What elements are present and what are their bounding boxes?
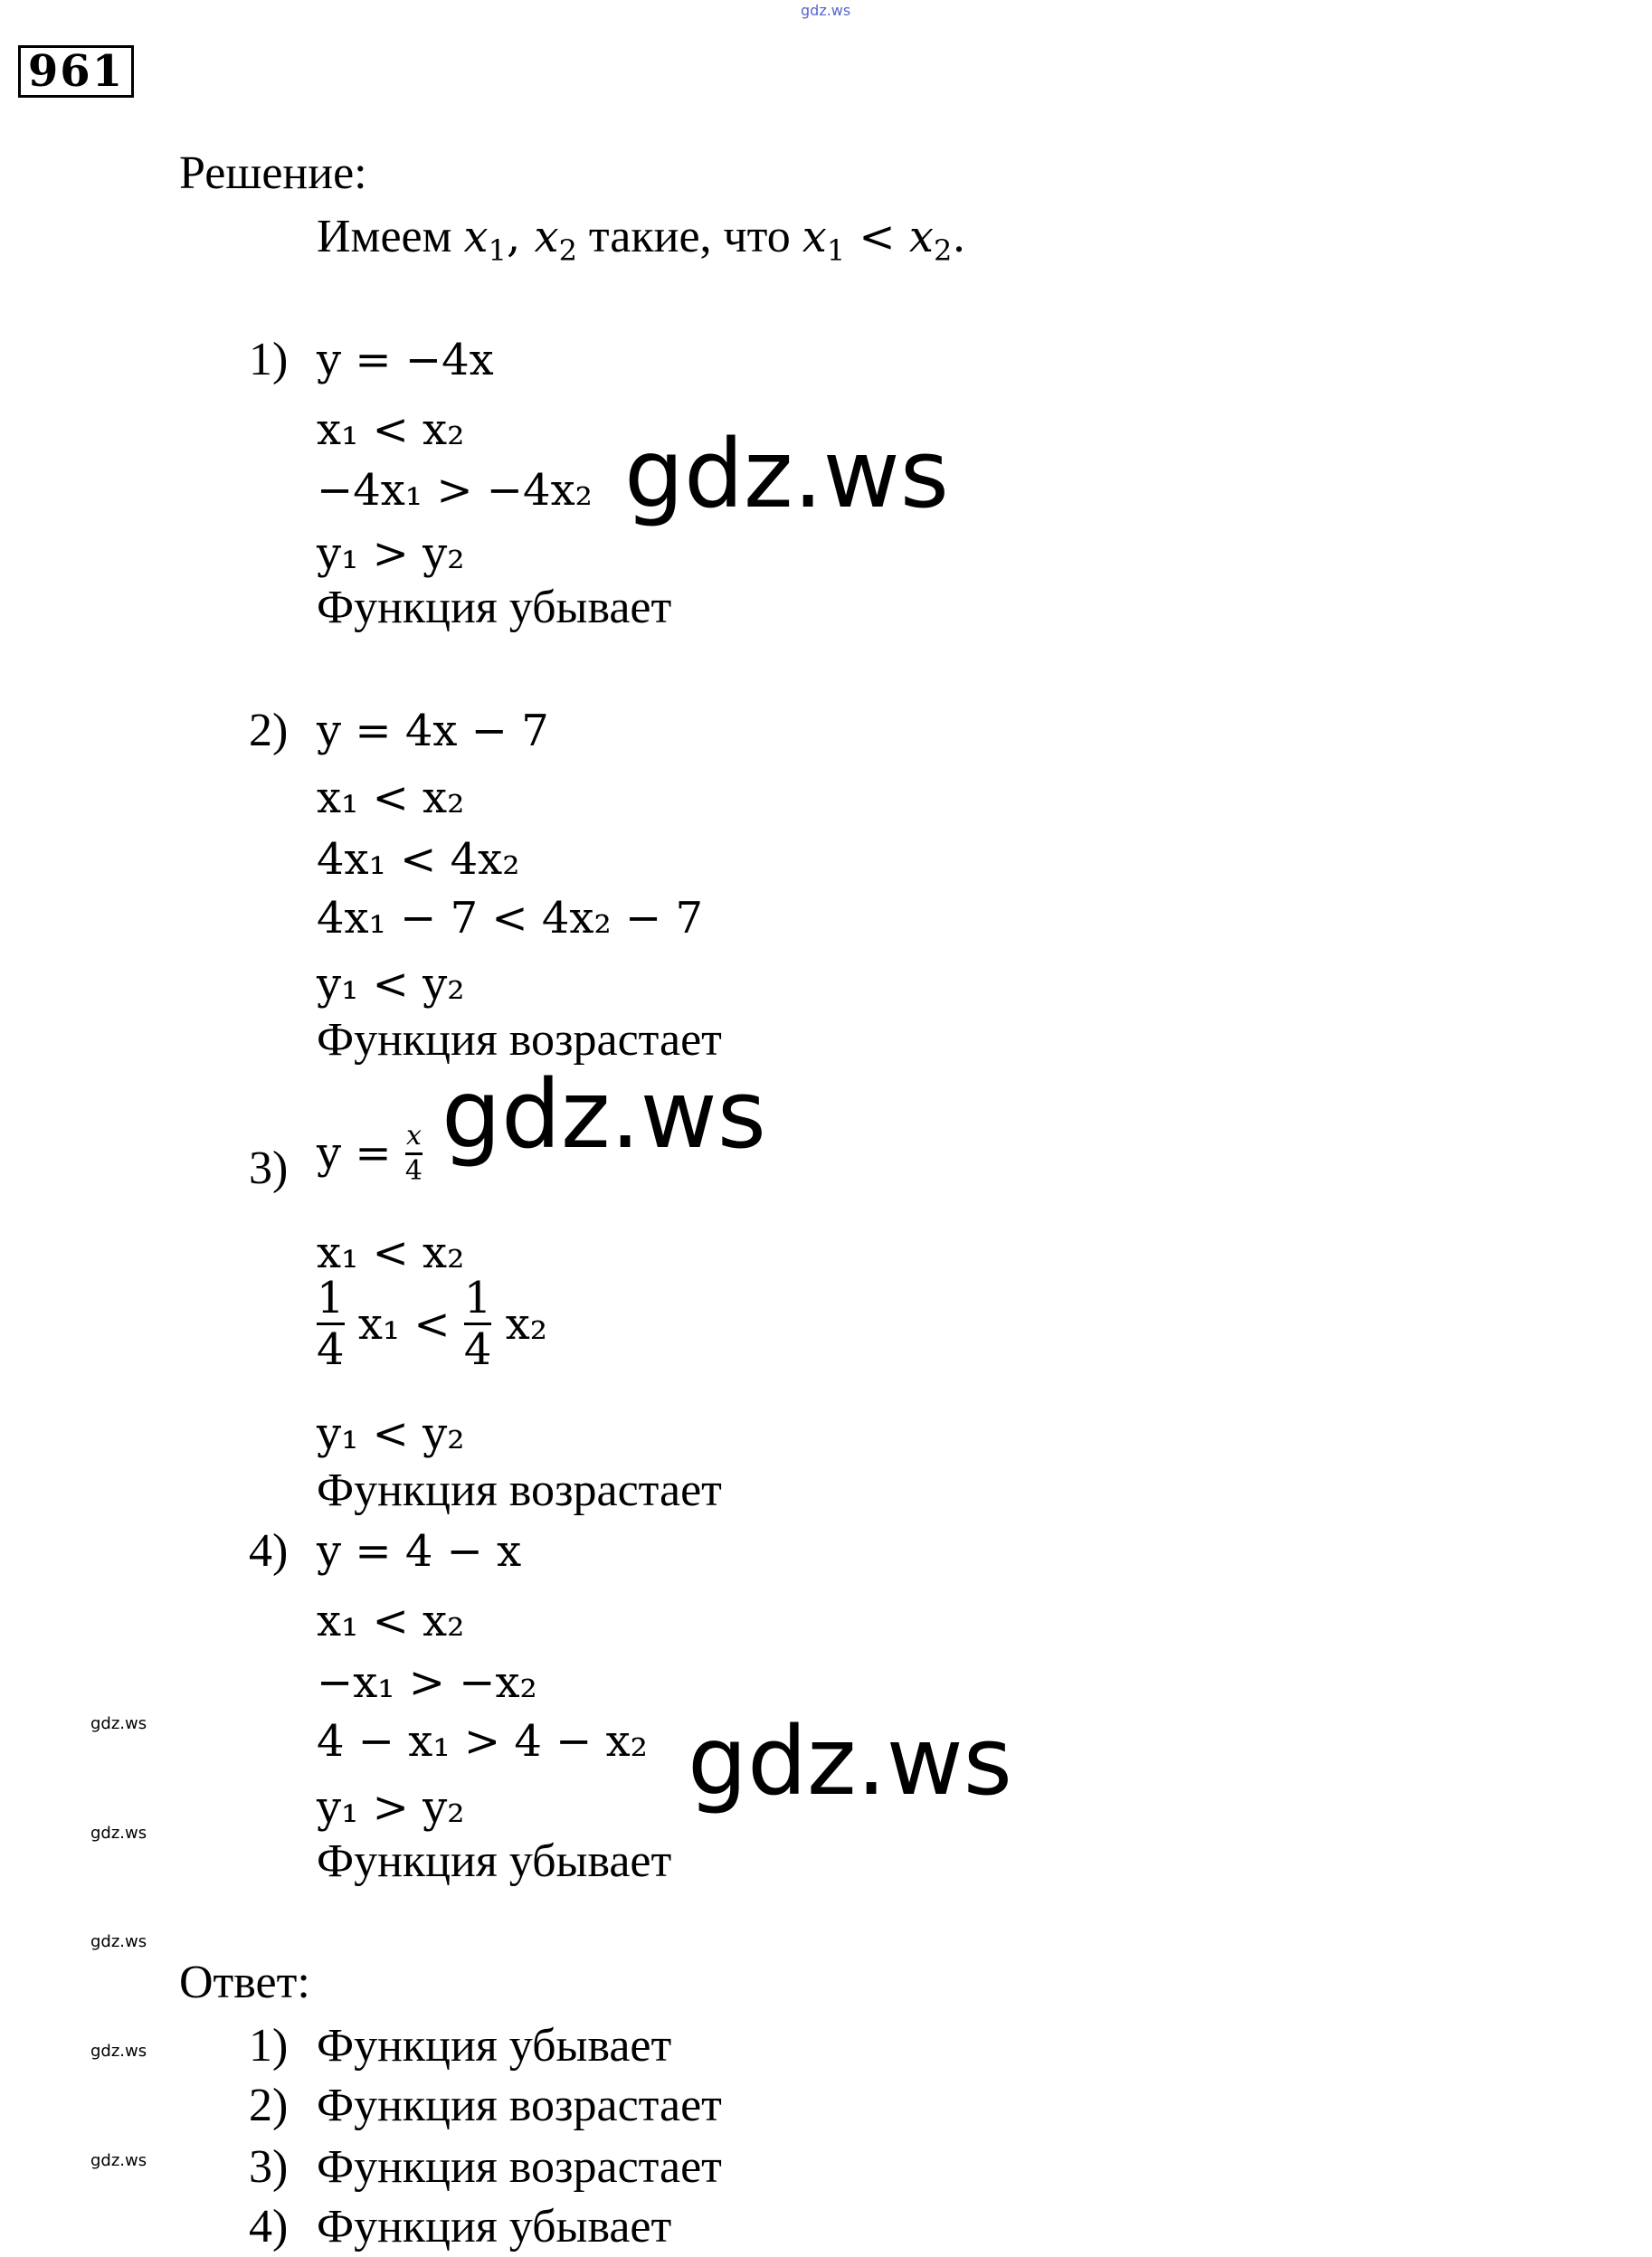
answer-2-text: Функция возрастает (317, 2080, 722, 2131)
answer-4-label: 4) (249, 2201, 289, 2252)
item-3-label: 3) (249, 1143, 289, 1194)
watermark-small-3: gdz.ws (90, 1932, 147, 1951)
item-3-equation (317, 1122, 422, 1185)
watermark-small-4: gdz.ws (90, 2042, 147, 2061)
item-3-line-3: $\frac{1}{4}$ x₁ < $\frac{1}{4}$ x₂ (317, 1273, 547, 1376)
item-2-conclusion: Функция возрастает (317, 1014, 722, 1066)
answer-2-label: 2) (249, 2080, 289, 2131)
answer-4-text: Функция убывает (317, 2201, 672, 2252)
item-3-eq-fraction: $\frac{x}{4}$ (404, 1120, 422, 1187)
item-1-equation: y = −4x (317, 335, 494, 385)
answer-3-text: Функция возрастает (317, 2141, 722, 2193)
item-1-label: 1) (249, 334, 289, 385)
intro-x1: x (463, 212, 489, 262)
watermark-big-3: gdz.ws (688, 1706, 1012, 1816)
solution-label: Решение: (179, 147, 367, 199)
answer-3-label: 3) (249, 2141, 289, 2193)
item-2-line-2: x₁ < x₂ (317, 773, 465, 823)
item-2-line-3: 4x₁ < 4x₂ (317, 834, 520, 885)
answer-1-label: 1) (249, 2020, 289, 2072)
item-3-line-4: y₁ < y₂ (317, 1408, 465, 1459)
item-4-line-2: x₁ < x₂ (317, 1596, 465, 1646)
item-4-conclusion: Функция убывает (317, 1835, 672, 1887)
item-2-label: 2) (249, 705, 289, 756)
watermark-top: gdz.ws (801, 2, 851, 19)
item-1-conclusion: Функция убывает (317, 582, 672, 633)
answer-1-text: Функция убывает (317, 2020, 672, 2072)
intro-x2: x (534, 212, 559, 262)
item-1-line-3: −4x₁ > −4x₂ (317, 465, 593, 516)
intro-sub1: 1 (488, 233, 507, 268)
item-3-conclusion: Функция возрастает (317, 1465, 722, 1516)
item-4-line-3: −x₁ > −x₂ (317, 1657, 537, 1708)
item-4-equation: y = 4 − x (317, 1526, 522, 1577)
item-2-line-4: 4x₁ − 7 < 4x₂ − 7 (317, 893, 703, 944)
intro-prefix: Имеем (317, 211, 452, 262)
item-3-eq-y: y = (317, 1128, 392, 1179)
watermark-small-2: gdz.ws (90, 1824, 147, 1843)
item-3-line-2: x₁ < x₂ (317, 1228, 465, 1278)
item-2-line-5: y₁ < y₂ (317, 959, 465, 1010)
item-1-line-4: y₁ > y₂ (317, 528, 465, 579)
problem-number: 961 (18, 45, 134, 98)
watermark-small-5: gdz.ws (90, 2151, 147, 2170)
watermark-small-1: gdz.ws (90, 1714, 147, 1733)
intro-line: Имеем $x_1$, $x_2$ такие, что $x_1 < x_2$. (317, 211, 966, 268)
item-4-label: 4) (249, 1525, 289, 1577)
item-2-equation: y = 4x − 7 (317, 706, 549, 756)
item-1-line-2: x₁ < x₂ (317, 404, 465, 455)
watermark-big-1: gdz.ws (624, 419, 949, 529)
watermark-big-2: gdz.ws (441, 1059, 766, 1170)
item-4-line-4: 4 − x₁ > 4 − x₂ (317, 1716, 648, 1767)
intro-middle: такие, что (588, 211, 791, 262)
item-4-line-5: y₁ > y₂ (317, 1782, 465, 1833)
answer-label: Ответ: (179, 1957, 310, 2008)
intro-sub2: 2 (558, 233, 577, 268)
